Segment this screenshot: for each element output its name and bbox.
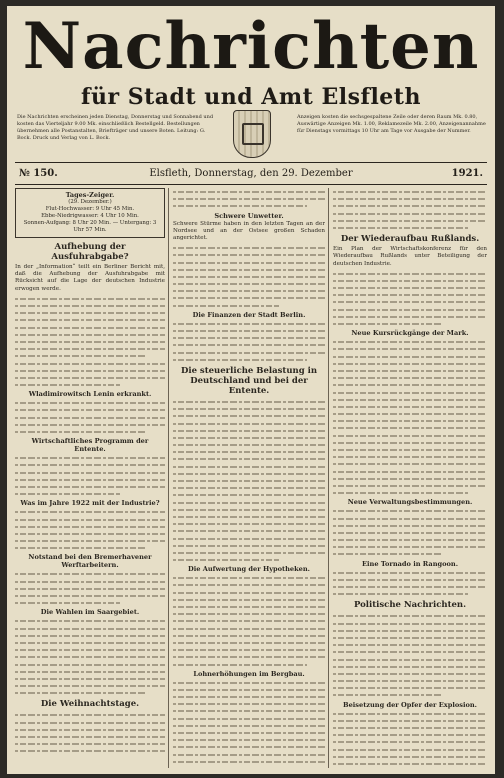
dateline: [15, 166, 487, 182]
article-headline: Der Wiederaufbau Rußlands.: [340, 234, 480, 245]
column-divider: [168, 188, 169, 768]
article-headline: Notstand bei den Bremerhavener Werftarbeitern.: [28, 553, 152, 570]
place-date: Elsfleth, Donnerstag, den 29. Dezember: [149, 168, 353, 179]
issue-number: № 150.: [19, 168, 58, 179]
article-headline: Die Weihnachtstage.: [40, 699, 140, 710]
calendar-date: (29. Dezember.): [68, 199, 112, 205]
calendar-box: [15, 188, 165, 238]
masthead-title: Nachrichten: [22, 9, 480, 84]
issue-year: 1921.: [451, 168, 483, 179]
column-1: [15, 188, 165, 768]
article-text: In der „Information“ teilt ein Berliner Bericht mit, daß die Aufhebung der Ausfuhrabgabe mit Rücksicht auf die Lage der deutschen Industrie erwogen werde.: [15, 264, 165, 292]
calendar-line: Ebbe-Niedrigwasser: 4 Uhr 10 Min.: [41, 213, 139, 219]
column-3: [333, 188, 487, 768]
calendar-line: Flut-Hochwasser: 9 Uhr 45 Min.: [45, 206, 135, 212]
article-headline: Neue Kursrückgänge der Mark.: [351, 329, 469, 338]
article-headline: Die Aufwertung der Hypotheken.: [188, 565, 310, 574]
article-headline: Beisetzung der Opfer der Explosion.: [343, 700, 477, 709]
article-headline: Politische Nachrichten.: [353, 600, 467, 611]
article-text: Ein Plan der Wirtschaftskonferenz für den Wiederaufbau Rußlands unter Beteiligung der deutschen Industrie.: [333, 246, 487, 267]
masthead-rule-top: [15, 162, 487, 163]
article-headline: Schwere Unwetter.: [214, 211, 284, 220]
calendar-line: Sonnen-Aufgang: 8 Uhr 20 Min. — Untergang: 3 Uhr 57 Min.: [23, 220, 157, 233]
masthead-right-info: Anzeigen kosten die sechsgespaltene Zeile oder deren Raum Mk. 0.80, Auswärtige Anzeigen Mk. 1.00, Reklamezeile Mk. 2.00, Anzeigenannahme für Dienstags vormittags 10 Uhr am Tage vor Ausgabe der Nummer.: [297, 114, 486, 134]
article-headline: Die steuerliche Belastung in Deutschland und bei der Entente.: [180, 365, 318, 396]
article-headline: Die Wahlen im Saargebiet.: [40, 608, 140, 617]
masthead-left-info: Die Nachrichten erscheinen jeden Dienstag, Donnerstag und Sonnabend und kosten das Vierteljahr 9.00 Mk. einschließlich Bestellgeld. Bestellungen übernehmen alle Postanstalten, Briefträger und unsere Boten. Leitung: G. Bock. Druck und Verlag von L. Bock.: [17, 114, 214, 141]
article-text: Schwere Stürme haben in den letzten Tagen an der Nordsee und an der Ostsee großen Schaden angerichtet.: [173, 220, 325, 241]
article-headline: Wirtschaftliches Programm der Entente.: [31, 437, 149, 454]
calendar-title: Tages-Zeiger.: [65, 191, 115, 199]
article-headline: Was im Jahre 1922 mit der Industrie?: [20, 499, 160, 508]
article-headline: Neue Verwaltungsbestimmungen.: [347, 498, 473, 507]
article-headline: Aufhebung der Ausfuhrabgabe?: [51, 242, 129, 262]
article-headline: Lohnerhöhungen im Bergbau.: [193, 669, 305, 678]
column-divider: [328, 188, 329, 768]
masthead-subtitle: für Stadt und Amt Elsfleth: [81, 84, 421, 110]
newspaper-page: [7, 6, 495, 774]
column-2: [173, 188, 325, 768]
article-headline: Eine Tornado in Rangoon.: [362, 559, 458, 568]
article-headline: Die Finanzen der Stadt Berlin.: [192, 310, 306, 319]
masthead-rule-bottom: [15, 184, 487, 185]
coat-of-arms-icon: [233, 110, 271, 158]
article-headline: Wladimirowitsch Lenin erkrankt.: [28, 390, 152, 399]
